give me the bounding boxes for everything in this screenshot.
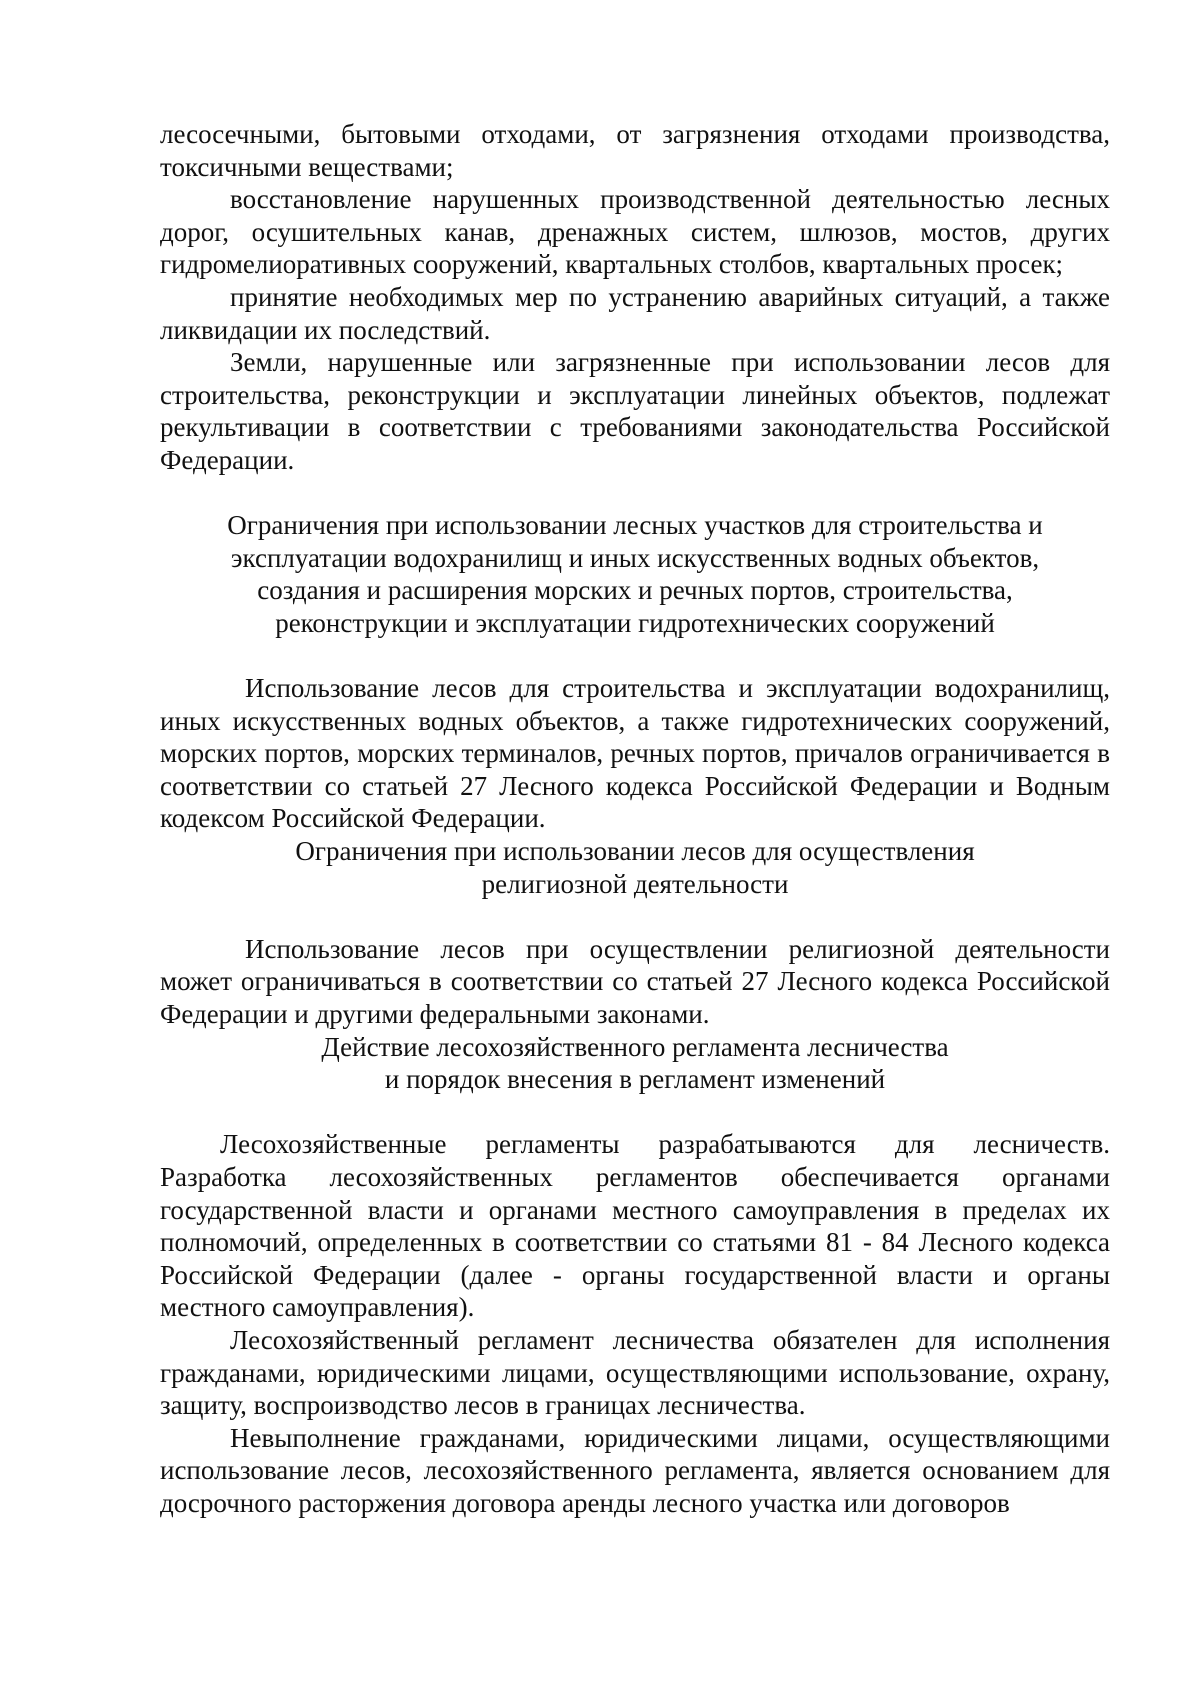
paragraph-restoration: восстановление нарушенных производственной деятельностью лесных дорог, осушительных канав, дренажных систем, шлюзов, мостов, других гидромелиоративных сооружений, квартальных столбов, квартальных просек; bbox=[160, 184, 1110, 280]
heading-line: Действие лесохозяйственного регламента лесничества bbox=[321, 1031, 949, 1062]
heading-line: Ограничения при использовании лесов для осуществления bbox=[295, 836, 975, 867]
paragraph-regulation-binding: Лесохозяйственный регламент лесничества обязателен для исполнения гражданами, юридическими лицами, осуществляющими использование, охрану, защиту, воспроизводство лесов в границах лесничества. bbox=[160, 1324, 1110, 1421]
paragraph-continuation: лесосечными, бытовыми отходами, от загрязнения отходами производства, токсичными веществами; bbox=[160, 119, 1110, 182]
heading-line: эксплуатации водохранилищ и иных искусственных водных объектов, bbox=[230, 542, 1040, 573]
spacer bbox=[160, 900, 1110, 933]
heading-religious-restrictions bbox=[160, 835, 1110, 900]
paragraph-emergency-measures: принятие необходимых мер по устранению аварийных ситуаций, а также ликвидации их последствий. bbox=[160, 281, 1110, 345]
paragraph-regulation-development: Лесохозяйственные регламенты разрабатываются для лесничеств. Разработка лесохозяйственных регламентов обеспечивается органами государственной власти и органами местного самоуправления в пределах их полномочий, определенных в соответствии со статьями 81 - 84 Лесного кодекса Российской Федерации (далее - органы государственной власти и органы местного самоуправления). bbox=[160, 1129, 1110, 1323]
paragraph-regulation-violation: Невыполнение гражданами, юридическими лицами, осуществляющими использование лесов, лесохозяйственного регламента, является основанием для досрочного расторжения договора аренды лесного участка или договоров bbox=[160, 1422, 1110, 1518]
heading-line: Ограничения при использовании лесных участков для строительства и bbox=[227, 510, 1043, 541]
heading-line: реконструкции и эксплуатации гидротехнических сооружений bbox=[275, 607, 995, 638]
spacer bbox=[160, 640, 1110, 673]
heading-regulation-validity bbox=[160, 1031, 1110, 1096]
heading-line: создания и расширения морских и речных портов, строительства, bbox=[257, 575, 1013, 606]
paragraph-hydro-usage: Использование лесов для строительства и эксплуатации водохранилищ, иных искусственных водных объектов, а также гидротехнических сооружений, морских портов, морских терминалов, речных портов, причалов ограничивается в соответствии со статьей 27 Лесного кодекса Российской Федерации и Водным кодексом Российской Федерации. bbox=[160, 673, 1110, 834]
spacer bbox=[160, 1096, 1110, 1129]
heading-line: религиозной деятельности bbox=[481, 868, 789, 899]
spacer bbox=[160, 477, 1110, 510]
paragraph-land-recultivation: Земли, нарушенные или загрязненные при использовании лесов для строительства, реконструкции и эксплуатации линейных объектов, подлежат рекультивации в соответствии с требованиями законодательства Российской Федерации. bbox=[160, 347, 1110, 475]
paragraph-religious-usage: Использование лесов при осуществлении религиозной деятельности может ограничиваться в соответствии со статьей 27 Лесного кодекса Российской Федерации и другими федеральными законами. bbox=[160, 933, 1110, 1030]
heading-line: и порядок внесения в регламент изменений bbox=[384, 1064, 886, 1095]
document-page bbox=[160, 118, 1110, 1520]
heading-hydro-restrictions bbox=[160, 509, 1110, 639]
